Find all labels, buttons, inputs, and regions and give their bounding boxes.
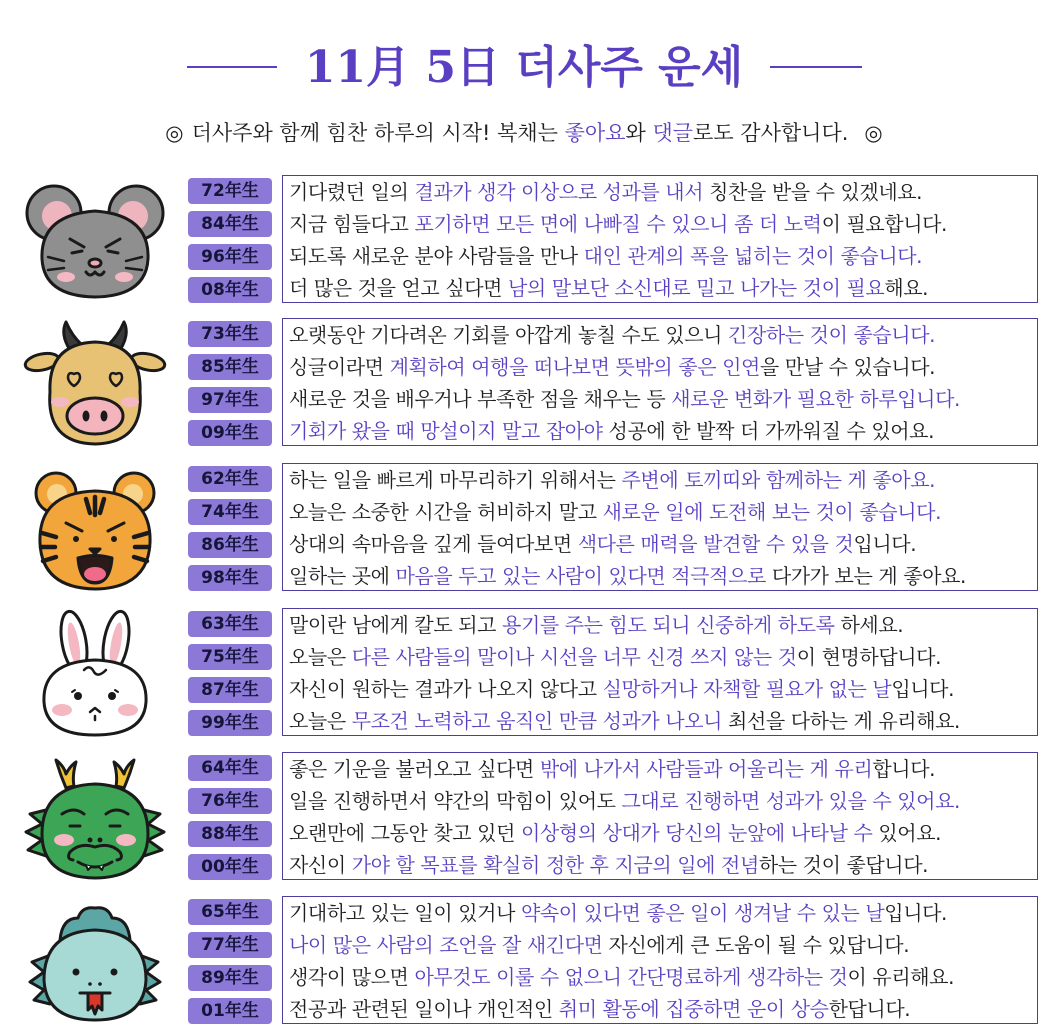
fortune-highlight: 새로운 변화가 필요한 하루입니다. [671,387,960,411]
subtitle-text: 와 [625,121,653,145]
fortune-highlight: 결과가 생각 이상으로 성과를 내서 [414,180,704,204]
fortune-line [289,993,1037,1024]
year-badge: 86年生 [188,532,272,558]
year-badge: 77年生 [188,932,272,958]
fortune-highlight: 대인 관계의 폭을 넓히는 것이 좋습니다. [583,244,923,268]
fortune-text: 최선을 다하는 게 유리해요. [722,709,960,733]
fortune-text: 상대의 속마음을 깊게 들여다보면 [289,532,578,556]
fortune-line [289,319,1037,351]
fortune-text: 이 유리해요. [847,965,955,989]
subtitle-like-highlight: 좋아요 [564,121,626,145]
year-badges [188,178,272,310]
fortune-text: 생각이 많으면 [289,965,415,989]
fortune-text: 더 많은 것을 얻고 싶다면 [289,276,508,300]
fortune-text: 말이란 남에게 칼도 되고 [289,613,503,637]
fortune-line [289,560,1037,591]
fortune-text: 을 만날 수 있습니다. [759,355,936,379]
fortune-text: 있어요. [872,821,942,845]
year-badge: 85年生 [188,354,272,380]
year-badge: 97年生 [188,387,272,413]
fortune-line [289,929,1037,961]
year-badge: 08年生 [188,277,272,303]
fortune-highlight: 실망하거나 자책할 필요가 없는 날 [602,677,892,701]
fortune-line [289,753,1037,785]
fortune-line [289,351,1037,383]
fortune-text: 오랫동안 기다려온 기회를 아깝게 놓칠 수도 있으니 [289,323,729,347]
fortune-line [289,897,1037,929]
fortune-line [289,176,1037,208]
fortune-highlight: 아무것도 이룰 수 없으니 간단명료하게 생각하는 것 [414,965,848,989]
year-badge: 75年生 [188,644,272,670]
section-tiger [0,463,1048,595]
fortune-highlight: 밖에 나가서 사람들과 어울리는 게 유리 [539,757,873,781]
subtitle-mark-right: ◎ [864,121,883,145]
section-rat [0,175,1048,307]
fortune-line [289,641,1037,673]
year-badge: 64年生 [188,755,272,781]
fortune-highlight: 색다른 매력을 발견할 수 있을 것 [577,532,854,556]
fortune-text: 지금 힘들다고 [289,212,415,236]
page-title: 11月 5日 더사주 운세 [304,42,744,93]
subtitle-mark-left: ◎ [165,121,184,145]
year-badge: 74年生 [188,499,272,525]
year-badges [188,321,272,453]
rabbit-icon [20,608,170,738]
fortune-text: 새로운 것을 배우거나 부족한 점을 채우는 등 [289,387,672,411]
snake-icon [20,896,170,1026]
title-rule-right [770,66,862,68]
tiger-icon [20,463,170,593]
year-badge: 01年生 [188,998,272,1024]
subtitle-text: 더사주와 함께 힘찬 하루의 시작! 복채는 [191,121,565,145]
fortune-text: 하세요. [834,613,904,637]
year-badges [188,611,272,743]
fortune-text: 좋은 기운을 불러오고 싶다면 [289,757,540,781]
year-badge: 65年生 [188,899,272,925]
fortune-text: 일하는 곳에 [289,564,396,588]
fortune-highlight: 기회가 왔을 때 망설이지 말고 잡아야 [289,419,603,443]
fortune-text: 입니다. [853,532,917,556]
fortune-box [282,463,1038,591]
fortune-highlight: 마음을 두고 있는 사람이 있다면 적극적으로 [395,564,766,588]
fortune-line [289,817,1037,849]
year-badge: 98年生 [188,565,272,591]
fortune-highlight: 긴장하는 것이 좋습니다. [728,323,936,347]
fortune-text: 전공과 관련된 일이나 개인적인 [289,997,559,1021]
fortune-highlight: 약속이 있다면 좋은 일이 생겨날 수 있는 날 [520,901,885,925]
fortune-box [282,896,1038,1024]
fortune-line [289,849,1037,880]
rat-icon [20,175,170,305]
section-snake [0,896,1048,1028]
year-badge: 72年生 [188,178,272,204]
fortune-highlight: 용기를 주는 힘도 되니 신중하게 하도록 [502,613,835,637]
fortune-text: 합니다. [872,757,936,781]
fortune-highlight: 이상형의 상대가 당신의 눈앞에 나타날 수 [520,821,873,845]
fortune-highlight: 취미 활동에 집중하면 운이 상승 [558,997,829,1021]
rat-icon-graphic [20,175,170,305]
fortune-text: 일을 진행하면서 약간의 막힘이 있어도 [289,789,622,813]
year-badge: 84年生 [188,211,272,237]
section-dragon [0,752,1048,884]
fortune-highlight: 주변에 토끼띠와 함께하는 게 좋아요. [621,468,936,492]
fortune-highlight: 무조건 노력하고 움직인 만큼 성과가 나오니 [351,709,723,733]
fortune-text: 오늘은 [289,645,352,669]
fortune-text: 칭찬을 받을 수 있겠네요. [703,180,923,204]
title-rule-left [187,66,277,68]
fortune-box [282,318,1038,446]
fortune-line [289,272,1037,303]
fortune-text: 다가가 보는 게 좋아요. [765,564,966,588]
fortune-line [289,673,1037,705]
subtitle-comment-highlight: 댓글 [652,121,694,145]
fortune-highlight: 포기하면 모든 면에 나빠질 수 있으니 좀 더 노력 [414,212,822,236]
fortune-highlight: 그대로 진행하면 성과가 있을 수 있어요. [621,789,960,813]
fortune-text: 기다렸던 일의 [289,180,415,204]
year-badge: 76年生 [188,788,272,814]
year-badge: 96年生 [188,244,272,270]
year-badge: 87年生 [188,677,272,703]
fortune-box [282,608,1038,736]
fortune-highlight: 나이 많은 사람의 조언을 잘 새긴다면 [289,933,603,957]
subtitle-text: 로도 감사합니다. [693,121,849,145]
fortune-line [289,705,1037,736]
fortune-text: 입니다. [891,677,955,701]
fortune-line [289,415,1037,446]
fortune-text: 하는 일을 빠르게 마무리하기 위해서는 [289,468,622,492]
fortune-line [289,240,1037,272]
year-badges [188,466,272,598]
ox-icon [20,318,170,448]
fortune-text: 오랜만에 그동안 찾고 있던 [289,821,521,845]
rabbit-icon-graphic [20,608,170,738]
year-badge: 88年生 [188,821,272,847]
year-badges [188,899,272,1031]
fortune-highlight: 계획하여 여행을 떠나보면 뜻밖의 좋은 인연 [389,355,760,379]
fortune-text: 기대하고 있는 일이 있거나 [289,901,521,925]
fortune-text: 자신이 [289,853,352,877]
tiger-icon-graphic [20,463,170,593]
fortune-text: 오늘은 [289,709,352,733]
fortune-text: 이 필요합니다. [821,212,948,236]
year-badge: 09年生 [188,420,272,446]
fortune-text: 성공에 한 발짝 더 가까워질 수 있어요. [602,419,935,443]
fortune-text: 하는 것이 좋답니다. [758,853,929,877]
dragon-icon [20,752,170,882]
fortune-highlight: 가야 할 목표를 확실히 정한 후 지금의 일에 전념 [351,853,759,877]
fortune-text: 오늘은 소중한 시간을 허비하지 말고 [289,500,603,524]
subtitle [0,116,1048,150]
fortune-line [289,528,1037,560]
year-badge: 63年生 [188,611,272,637]
year-badge: 62年生 [188,466,272,492]
fortune-line [289,961,1037,993]
fortune-line [289,208,1037,240]
fortune-text: 되도록 새로운 분야 사람들을 만나 [289,244,584,268]
fortune-text: 자신에게 큰 도움이 될 수 있답니다. [602,933,910,957]
fortune-text: 자신이 원하는 결과가 나오지 않다고 [289,677,603,701]
year-badge: 00年生 [188,854,272,880]
fortune-highlight: 남의 말보단 소신대로 밀고 나가는 것이 필요 [508,276,885,300]
fortune-line [289,383,1037,415]
fortune-line [289,464,1037,496]
fortune-text: 한답니다. [828,997,911,1021]
section-ox [0,318,1048,450]
year-badge: 73年生 [188,321,272,347]
fortune-line [289,496,1037,528]
fortune-text: 해요. [884,276,929,300]
ox-icon-graphic [20,318,170,448]
dragon-icon-graphic [20,752,170,882]
fortune-text: 싱글이라면 [289,355,390,379]
year-badge: 99年生 [188,710,272,736]
fortune-line [289,609,1037,641]
fortune-text: 입니다. [884,901,948,925]
year-badges [188,755,272,887]
fortune-highlight: 다른 사람들의 말이나 시선을 너무 신경 쓰지 않는 것 [351,645,797,669]
fortune-box [282,752,1038,880]
fortune-text: 이 현명하답니다. [796,645,942,669]
fortune-highlight: 새로운 일에 도전해 보는 것이 좋습니다. [602,500,942,524]
fortune-box [282,175,1038,303]
year-badge: 89年生 [188,965,272,991]
section-rabbit [0,608,1048,740]
fortune-line [289,785,1037,817]
snake-icon-graphic [20,896,170,1026]
